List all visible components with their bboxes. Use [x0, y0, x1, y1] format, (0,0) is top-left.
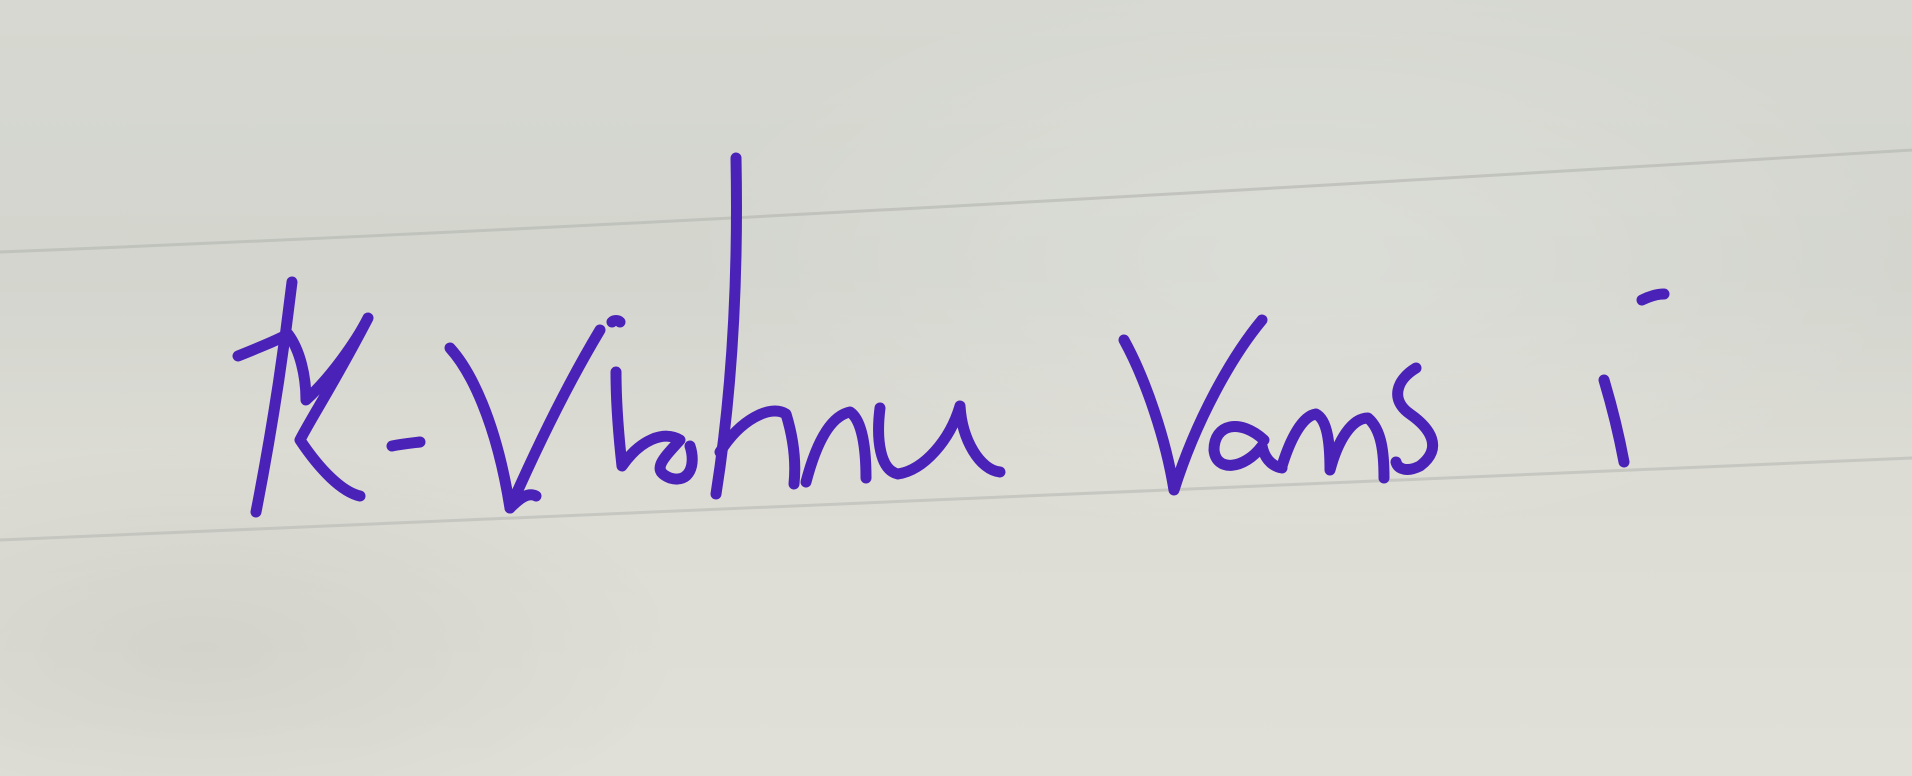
signature-letter-n	[806, 412, 866, 482]
signature-letter-m	[1282, 414, 1384, 478]
signature-i-dot-2	[1642, 294, 1664, 300]
signature-letter-u	[879, 406, 1000, 474]
signature-letter-k-arms	[238, 318, 368, 496]
signature-letter-a	[1214, 427, 1282, 468]
signature-i-dot-1	[612, 321, 620, 323]
signature-letters-is	[616, 372, 692, 479]
signature-dash	[392, 442, 420, 446]
signature-letter-v	[450, 330, 600, 508]
signature-letter-k-stem	[256, 282, 292, 512]
signature-letter-i	[1604, 380, 1624, 462]
signature-letter-h-arch	[720, 411, 795, 484]
signature-letter-s	[1396, 368, 1433, 469]
